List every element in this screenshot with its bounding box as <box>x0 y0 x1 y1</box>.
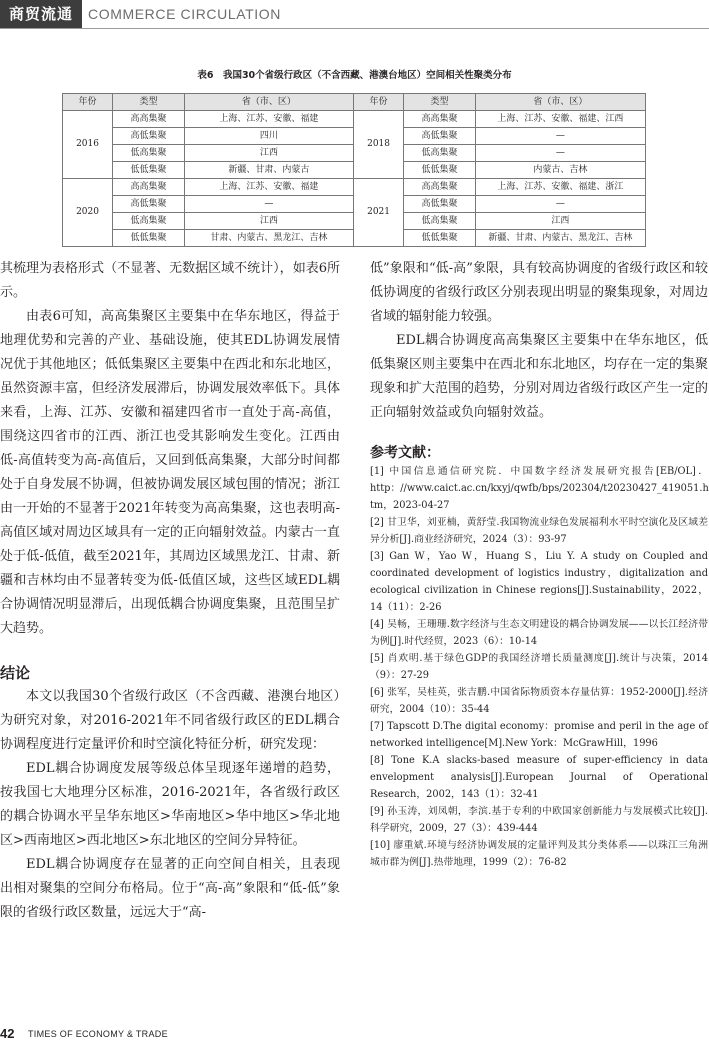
reference-item: [2] 甘卫华，刘亚楠，黄舒莹.我国物流业绿色发展福利水平时空演化及区域差异分析[J].商业经济研究，2024（3）：93-97 <box>370 517 708 545</box>
type-cell: 高低集聚 <box>113 196 185 213</box>
paragraph: 由表6可知，高高集聚区主要集中在华东地区，得益于地理优势和完善的产业、基础设施，使其EDL协调发展情况优于其他地区；低低集聚区主要集中在西北和东北地区，虽然资源丰富，但经济发展滞后，协调发展效率低下。具体来看，上海、江苏、安徽和福建四省市一直处于高-高值，围绕这四省市的江西、浙江也受其影响发生变化。江西由低-高值转变为高-高值后，又回到低高集聚，大部分时间都处于自身发展不协调，但被协调发展区域包围的情况；浙江由一开始的不显著于2021年转变为高高集聚，这也表明高-高值区域对周边区域具有一定的正向辐射效益。内蒙古一直处于低-低值，截至2021年，其周边区域黑龙江、甘肃、新疆和吉林均由不显著转变为低-低值区域，这些区域EDL耦合协调情况明显滞后，出现低耦合协调度集聚，且范围呈扩大趋势。 <box>0 309 340 636</box>
cluster-table <box>62 93 646 247</box>
province-cell: 上海、江苏、安徽、福建、浙江 <box>475 179 645 196</box>
province-cell: 四川 <box>184 128 353 145</box>
province-cell: — <box>184 196 353 213</box>
paragraph: EDL耦合协调度存在显著的正向空间自相关，且表现出相对聚集的空间分布格局。位于“高-高”象限和“低-低”象限的省级行政区数量，远远大于“高- <box>0 857 340 920</box>
type-cell: 低高集聚 <box>113 213 185 230</box>
type-cell: 低低集聚 <box>404 230 476 247</box>
section-title: 结论 <box>0 664 31 682</box>
paragraph: 本文以我国30个省级行政区（不含西藏、港澳台地区）为研究对象，对2016-2021年不同省级行政区的EDL耦合协调程度进行定量评价和时空演化特征分析，研究发现： <box>0 689 340 752</box>
province-cell: 新疆、甘肃、内蒙古、黑龙江、吉林 <box>475 230 645 247</box>
province-cell: 上海、江苏、安徽、福建 <box>184 179 353 196</box>
header-rule <box>0 28 709 29</box>
reference-item: [9] 孙玉涛，刘凤朝，李滨.基于专利的中欧国家创新能力与发展模式比较[J].科学研究，2009，27（3）：439-444 <box>370 806 708 834</box>
journal-name: TIMES OF ECONOMY & TRADE <box>28 1029 168 1039</box>
paragraph: 低”象限和“低-高”象限，具有较高协调度的省级行政区和较低协调度的省级行政区分别表现出明显的聚集现象，对周边省域的辐射能力较强。 <box>370 261 709 324</box>
type-cell: 高高集聚 <box>404 179 476 196</box>
province-cell: 上海、江苏、安徽、福建 <box>184 111 353 128</box>
paragraph: 其梳理为表格形式（不显著、无数据区域不统计），如表6所示。 <box>0 261 340 300</box>
province-cell: — <box>475 196 645 213</box>
table-row <box>63 111 646 128</box>
type-cell: 高低集聚 <box>113 128 185 145</box>
province-cell: — <box>475 128 645 145</box>
province-cell: 甘肃、内蒙古、黑龙江、吉林 <box>184 230 353 247</box>
spacer <box>370 425 708 443</box>
header-type: 类型 <box>113 94 185 111</box>
type-cell: 低低集聚 <box>113 162 185 179</box>
province-cell: 新疆、甘肃、内蒙古 <box>184 162 353 179</box>
type-cell: 低高集聚 <box>404 145 476 162</box>
references-title: 参考文献： <box>370 445 440 461</box>
header-province: 省（市、区） <box>184 94 353 111</box>
paragraph: EDL耦合协调度发展等级总体呈现逐年递增的趋势，按我国七大地理分区标准，2016-2021年，各省级行政区的耦合协调水平呈华东地区>华南地区>华中地区>华北地区>西南地区>西北地区>东北地区的空间分异特征。 <box>0 761 340 848</box>
type-cell: 低低集聚 <box>113 230 185 247</box>
header-year: 年份 <box>63 94 113 111</box>
spacer <box>0 641 340 661</box>
table-header-row <box>63 94 646 111</box>
year-cell: 2016 <box>63 111 113 179</box>
table-row <box>63 179 646 196</box>
type-cell: 高高集聚 <box>404 111 476 128</box>
header-type: 类型 <box>404 94 476 111</box>
header-year: 年份 <box>354 94 404 111</box>
header-province: 省（市、区） <box>475 94 645 111</box>
type-cell: 高低集聚 <box>404 128 476 145</box>
type-cell: 高低集聚 <box>404 196 476 213</box>
reference-item: [10] 廖重斌.环境与经济协调发展的定量评判及其分类体系——以珠江三角洲城市群为例[J].热带地理，1999（2）：76-82 <box>370 840 708 868</box>
type-cell: 低低集聚 <box>404 162 476 179</box>
type-cell: 高高集聚 <box>113 111 185 128</box>
column-english-title: COMMERCE CIRCULATION <box>88 6 281 22</box>
year-cell: 2018 <box>354 111 404 179</box>
reference-item: [1] 中国信息通信研究院．中国数字经济发展研究报告[EB/OL]．http：//www.caict.ac.cn/kxyj/qwfb/bps/202304/t20230427_419051.h tm，2023-04-27 <box>370 466 709 511</box>
reference-item: [3] Gan W，Yao W，Huang S，Liu Y. A study on Coupled and coordinated development of logistics industry，digitalization and ecological civilization in Chinese regions[J].Sustainability，2022，14（11）：2-26 <box>370 551 708 613</box>
reference-item: [5] 肖欢明.基于绿色GDP的我国经济增长质量测度[J].统计与决策，2014（9）：27-29 <box>370 653 708 681</box>
right-column <box>370 257 708 871</box>
reference-list <box>370 463 708 871</box>
page-number: 42 <box>0 1026 15 1041</box>
type-cell: 高高集聚 <box>113 179 185 196</box>
reference-item: [7] Tapscott D.The digital economy：promise and peril in the age of networked intelligence[M].New York：McGrawHill，1996 <box>370 721 708 749</box>
province-cell: 江西 <box>475 213 645 230</box>
year-cell: 2020 <box>63 179 113 247</box>
reference-item: [8] Tone K.A slacks-based measure of super-efficiency in data envelopment analysis[J].European Journal of Operational Research，2002，143（1）：32-41 <box>370 755 708 800</box>
paragraph: EDL耦合协调度高高集聚区主要集中在华东地区，低低集聚区则主要集中在西北和东北地区，均存在一定的集聚现象和扩大范围的趋势，分别对周边省级行政区产生一定的正向辐射效益或负向辐射效益。 <box>370 333 709 420</box>
type-cell: 低高集聚 <box>113 145 185 162</box>
province-cell: 内蒙古、吉林 <box>475 162 645 179</box>
province-cell: — <box>475 145 645 162</box>
province-cell: 江西 <box>184 145 353 162</box>
column-brand: 商贸流通 <box>0 0 82 28</box>
province-cell: 上海、江苏、安徽、福建、江西 <box>475 111 645 128</box>
year-cell: 2021 <box>354 179 404 247</box>
reference-item: [4] 吴畅，王珊珊.数字经济与生态文明建设的耦合协调发展——以长江经济带为例[J].时代经贸，2023（6）：10-14 <box>370 619 708 647</box>
type-cell: 低高集聚 <box>404 213 476 230</box>
running-header <box>0 0 709 30</box>
left-column <box>0 257 340 925</box>
table-title: 表6 我国30个省级行政区（不含西藏、港澳台地区）空间相关性聚类分布 <box>197 70 512 81</box>
reference-item: [6] 张军，吴桂英，张吉鹏.中国省际物质资本存量估算：1952-2000[J].经济研究，2004（10）：35-44 <box>370 687 708 715</box>
province-cell: 江西 <box>184 213 353 230</box>
